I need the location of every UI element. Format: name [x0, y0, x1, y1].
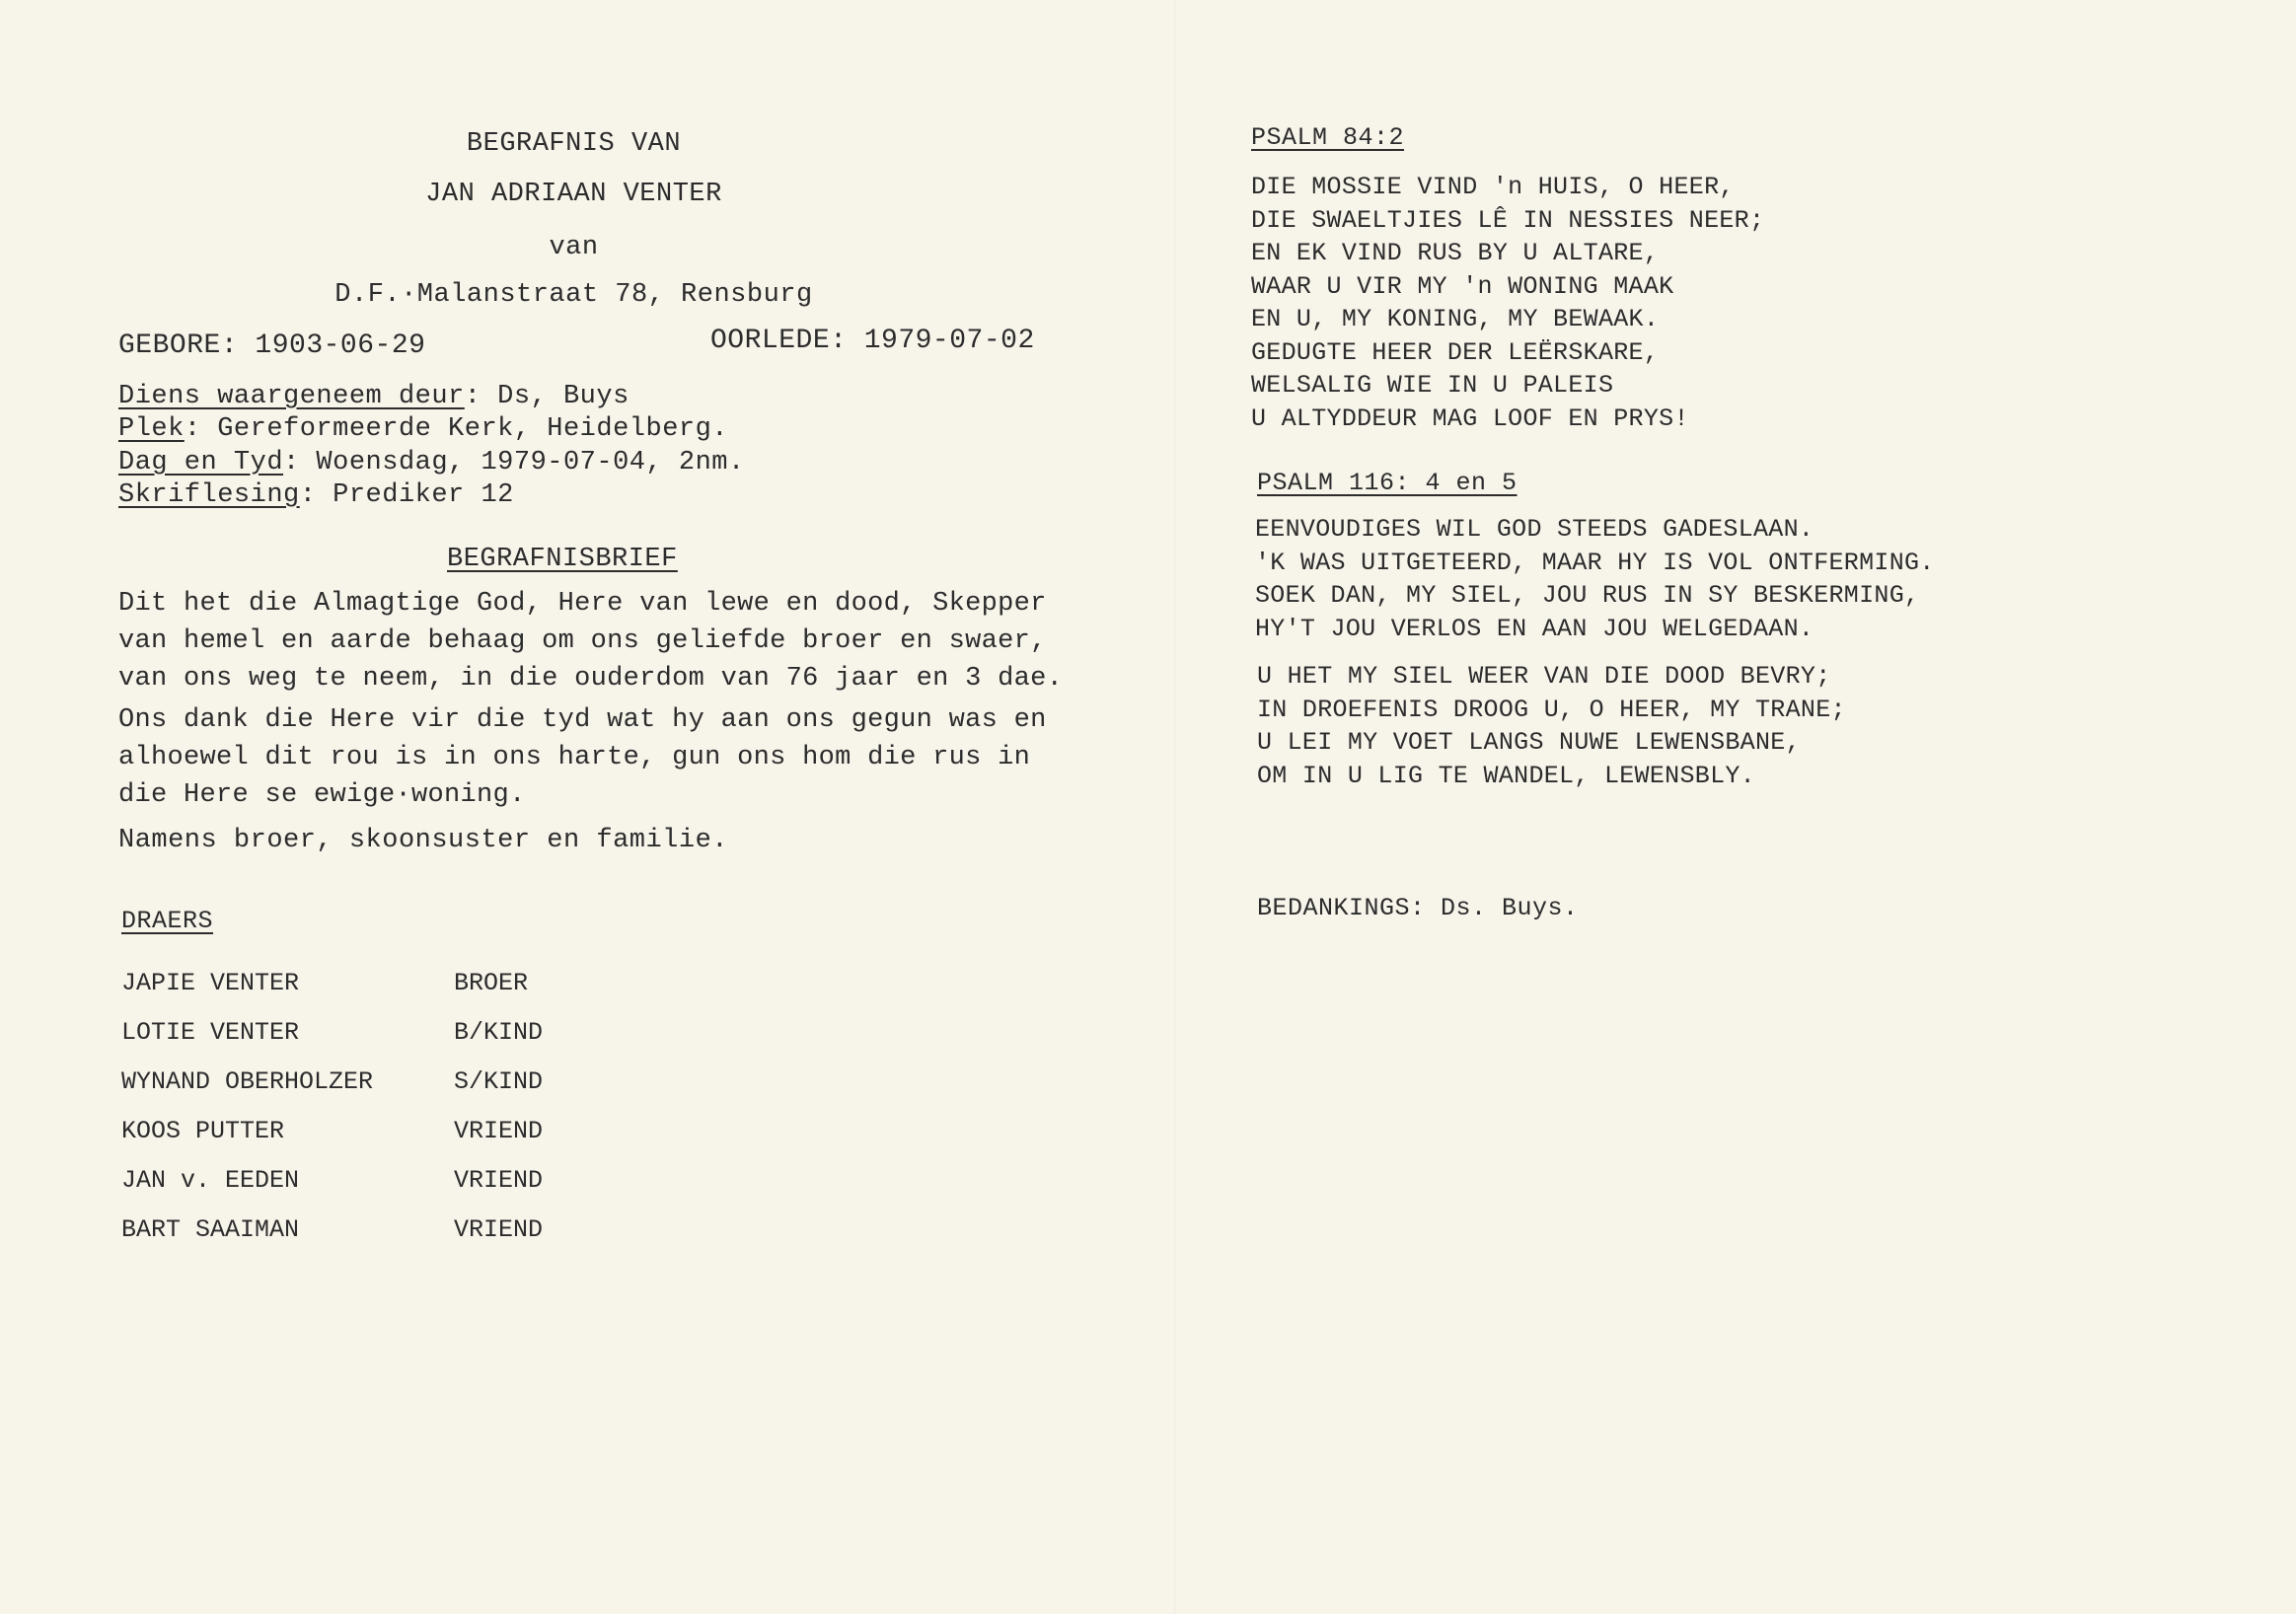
verse-line: EN U, MY KONING, MY BEWAAK. — [1251, 305, 1660, 333]
bearer-name: KOOS PUTTER — [121, 1117, 285, 1145]
bearer-relation: VRIEND — [454, 1166, 544, 1195]
paragraph-line: die Here se ewige·woning. — [118, 780, 526, 810]
service-conducted-label: Diens waargeneem deur — [118, 382, 465, 411]
bearer-relation: B/KIND — [454, 1018, 544, 1047]
verse-line: U HET MY SIEL WEER VAN DIE DOOD BEVRY; — [1257, 662, 1831, 691]
verse-line: EENVOUDIGES WIL GOD STEEDS GADESLAAN. — [1255, 515, 1815, 544]
service-datetime-label: Dag en Tyd — [118, 448, 284, 477]
verse-line: WELSALIG WIE IN U PALEIS — [1251, 371, 1614, 400]
right-page — [1148, 0, 2296, 1614]
psalm-116-stanza-1 — [1255, 513, 1935, 645]
psalm-116-title: PSALM 116: 4 en 5 — [1257, 469, 1518, 497]
bearers-title: DRAERS — [121, 907, 214, 935]
bearer-name: LOTIE VENTER — [121, 1018, 300, 1047]
bearer-name: BART SAAIMAN — [121, 1215, 300, 1244]
verse-line: U LEI MY VOET LANGS NUWE LEWENSBANE, — [1257, 728, 1801, 757]
verse-line: OM IN U LIG TE WANDEL, LEWENSBLY. — [1257, 761, 1755, 790]
service-conducted — [118, 381, 630, 412]
paragraph-line: van ons weg te neem, in die ouderdom van 76 jaar en 3 dae. — [118, 664, 1064, 694]
paragraph-line: van hemel en aarde behaag om ons geliefde broer en swaer, — [118, 626, 1047, 656]
born-date: GEBORE: 1903-06-29 — [118, 330, 426, 361]
service-reading — [118, 479, 514, 511]
verse-line: IN DROEFENIS DROOG U, O HEER, MY TRANE; — [1257, 695, 1846, 724]
service-datetime — [118, 447, 745, 478]
letter-paragraph-2 — [118, 701, 1047, 814]
verse-line: U ALTYDDEUR MAG LOOF EN PRYS! — [1251, 404, 1689, 433]
service-place — [118, 413, 728, 445]
service-place-label: Plek — [118, 414, 185, 444]
bearer-name: JAPIE VENTER — [121, 969, 300, 997]
bearer-relation: VRIEND — [454, 1117, 544, 1145]
verse-line: 'K WAS UITGETEERD, MAAR HY IS VOL ONTFERMING. — [1255, 548, 1935, 577]
paragraph-line: Ons dank die Here vir die tyd wat hy aan ons gegun was en — [118, 705, 1047, 735]
bearer-relation: S/KIND — [454, 1067, 544, 1096]
verse-line: GEDUGTE HEER DER LEËRSKARE, — [1251, 337, 1660, 367]
bearer-relation: VRIEND — [454, 1215, 544, 1244]
verse-line: DIE SWAELTJIES LÊ IN NESSIES NEER; — [1251, 205, 1765, 235]
bearer-relation: BROER — [454, 969, 529, 997]
verse-line: SOEK DAN, MY SIEL, JOU RUS IN SY BESKERMING, — [1255, 581, 1920, 610]
psalm-116-stanza-2 — [1257, 660, 1846, 792]
paragraph-line: alhoewel dit rou is in ons harte, gun ons hom die rus in — [118, 743, 1031, 772]
psalm-84-title: PSALM 84:2 — [1251, 123, 1405, 152]
service-reading-value: : Prediker 12 — [299, 480, 514, 510]
verse-line: HY'T JOU VERLOS EN AAN JOU WELGEDAAN. — [1255, 614, 1815, 643]
died-date: OORLEDE: 1979-07-02 — [710, 326, 1035, 356]
letter-paragraph-1 — [118, 585, 1063, 697]
psalm-84-verse — [1251, 171, 1764, 435]
heading-line-3: van — [549, 233, 599, 262]
paragraph-line: Dit het die Almagtige God, Here van lewe en dood, Skepper — [118, 589, 1047, 619]
verse-line: DIE MOSSIE VIND 'n HUIS, O HEER, — [1251, 173, 1735, 201]
service-datetime-value: : Woensdag, 1979-07-04, 2nm. — [283, 448, 745, 477]
letter-signoff: Namens broer, skoonsuster en familie. — [118, 826, 728, 855]
verse-line: WAAR U VIR MY 'n WONING MAAK — [1251, 271, 1674, 301]
service-reading-label: Skriflesing — [118, 480, 300, 510]
verse-line: EN EK VIND RUS BY U ALTARE, — [1251, 239, 1660, 267]
heading-line-1: BEGRAFNIS VAN — [466, 129, 682, 159]
service-conducted-value: : Ds, Buys — [464, 382, 630, 411]
heading-line-4: D.F.·Malanstraat 78, Rensburg — [334, 280, 813, 310]
bearer-name: JAN v. EEDEN — [121, 1166, 300, 1195]
letter-title: BEGRAFNISBRIEF — [447, 545, 678, 574]
heading-line-2: JAN ADRIAAN VENTER — [425, 180, 722, 209]
acknowledgements: BEDANKINGS: Ds. Buys. — [1257, 894, 1579, 922]
service-place-value: : Gereformeerde Kerk, Heidelberg. — [184, 414, 728, 444]
bearer-name: WYNAND OBERHOLZER — [121, 1067, 374, 1096]
